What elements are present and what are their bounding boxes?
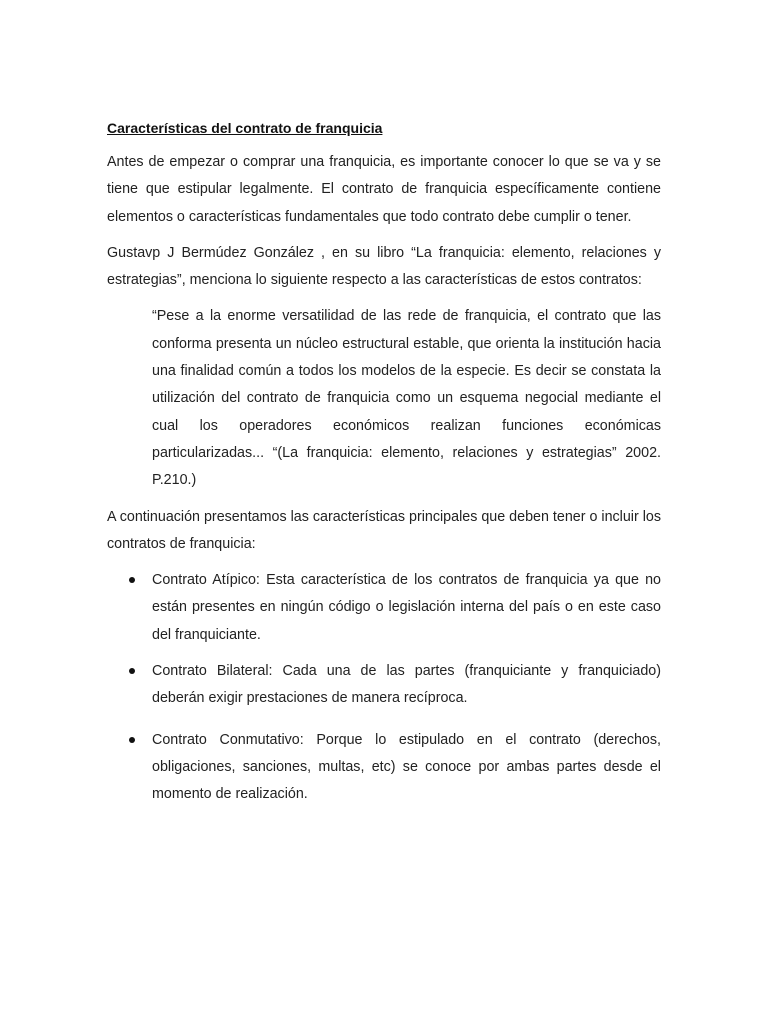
document-title: Características del contrato de franquicia [107, 120, 383, 136]
list-item-text: Contrato Bilateral: Cada una de las partes (franquiciante y franquiciado) deberán exigir prestaciones de manera recíproca. [152, 663, 661, 707]
bullet-icon [129, 577, 135, 583]
bullet-icon [129, 737, 135, 743]
list-item-text: Contrato Atípico: Esta característica de los contratos de franquicia ya que no están presentes en ningún código o legislación interna del país o en este caso del franquiciante. [152, 572, 661, 643]
list-item [107, 727, 661, 809]
paragraph-author: Gustavp J Bermúdez González , en su libro “La franquicia: elemento, relaciones y estrategias”, menciona lo siguiente respecto a las características de estos contratos: [107, 244, 661, 289]
list-item [107, 567, 661, 649]
document-page [107, 114, 661, 818]
paragraph-list-intro: A continuación presentamos las características principales que deben tener o incluir los contratos de franquicia: [107, 508, 661, 552]
block-quote: “Pese a la enorme versatilidad de las rede de franquicia, el contrato que las conforma presenta un núcleo estructural estable, que orienta la institución hacia una finalidad común a todos los modelos de la especie. Es decir se constata la utilización del contrato de franquicia como un esquema negocial mediante el cual los operadores económicos realizan funciones económicas particularizadas... “(La franquicia: elemento, relaciones y estrategias” 2002. P.210.) [152, 308, 661, 489]
bullet-icon [129, 668, 135, 674]
characteristics-list [107, 567, 661, 808]
paragraph-intro: Antes de empezar o comprar una franquicia, es importante conocer lo que se va y se tiene que estipular legalmente. El contrato de franquicia específicamente contiene elementos o características fundamentales que todo contrato debe cumplir o tener. [107, 154, 661, 225]
list-item [107, 658, 661, 713]
list-item-text: Contrato Conmutativo: Porque lo estipulado en el contrato (derechos, obligaciones, sanciones, multas, etc) se conoce por ambas partes desde el momento de realización. [152, 731, 661, 803]
